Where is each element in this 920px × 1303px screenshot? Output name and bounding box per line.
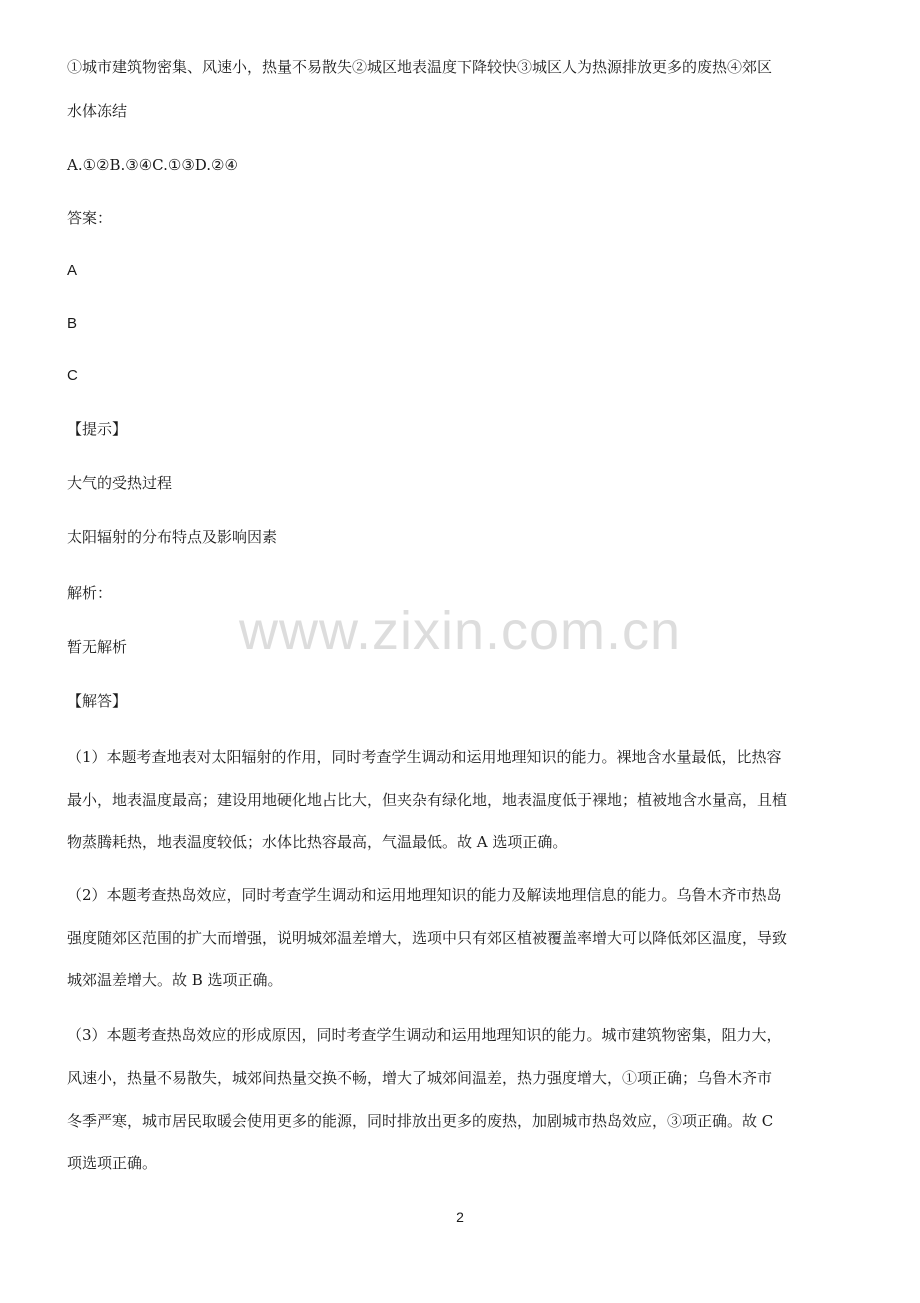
- watermark: www.zixin.com.cn: [238, 601, 682, 661]
- solution-paragraph-3-line-1: （3）本题考查热岛效应的形成原因，同时考查学生调动和运用地理知识的能力。城市建筑物密集，阻力大，: [67, 1026, 782, 1044]
- solution-paragraph-2-line-3: 城郊温差增大。故 B 选项正确。: [67, 971, 283, 989]
- page-number: 2: [456, 1209, 464, 1225]
- solution-paragraph-2-line-2: 强度随郊区范围的扩大而增强，说明城郊温差增大，选项中只有郊区植被覆盖率增大可以降低郊区温度，导致: [67, 929, 788, 947]
- hint-item-1: 大气的受热过程: [67, 474, 173, 492]
- analysis-label: 解析：: [67, 584, 113, 602]
- question-options: A.①②B.③④C.①③D.②④: [67, 156, 238, 174]
- answer-label: 答案：: [67, 209, 113, 227]
- solution-paragraph-3-line-3: 冬季严寒，城市居民取暖会使用更多的能源，同时排放出更多的废热，加剧城市热岛效应，③项正确。故 C: [67, 1112, 774, 1130]
- answer-item-c: C: [67, 367, 78, 384]
- answer-item-b: B: [67, 315, 78, 332]
- answer-item-a: A: [67, 262, 78, 279]
- hint-item-2: 太阳辐射的分布特点及影响因素: [67, 528, 278, 546]
- hint-label: 【提示】: [67, 420, 128, 438]
- solution-paragraph-1-line-2: 最小，地表温度最高；建设用地硬化地占比大，但夹杂有绿化地，地表温度低于裸地；植被地含水量高，且植: [67, 791, 788, 809]
- solution-paragraph-3-line-2: 风速小，热量不易散失，城郊间热量交换不畅，增大了城郊间温差，热力强度增大，①项正确；乌鲁木齐市: [67, 1069, 773, 1087]
- solution-paragraph-1-line-1: （1）本题考查地表对太阳辐射的作用，同时考查学生调动和运用地理知识的能力。裸地含水量最低，比热容: [67, 748, 782, 766]
- question-statement-line-1: ①城市建筑物密集、风速小，热量不易散失②城区地表温度下降较快③城区人为热源排放更多的废热④郊区: [67, 58, 773, 76]
- solution-paragraph-2-line-1: （2）本题考查热岛效应，同时考查学生调动和运用地理知识的能力及解读地理信息的能力。乌鲁木齐市热岛: [67, 886, 782, 904]
- question-statement-line-2: 水体冻结: [67, 102, 128, 120]
- solution-paragraph-1-line-3: 物蒸腾耗热，地表温度较低；水体比热容最高，气温最低。故 A 选项正确。: [67, 833, 568, 851]
- solution-paragraph-3-line-4: 项选项正确。: [67, 1154, 158, 1172]
- solution-label: 【解答】: [67, 692, 128, 710]
- analysis-text: 暂无解析: [67, 638, 128, 656]
